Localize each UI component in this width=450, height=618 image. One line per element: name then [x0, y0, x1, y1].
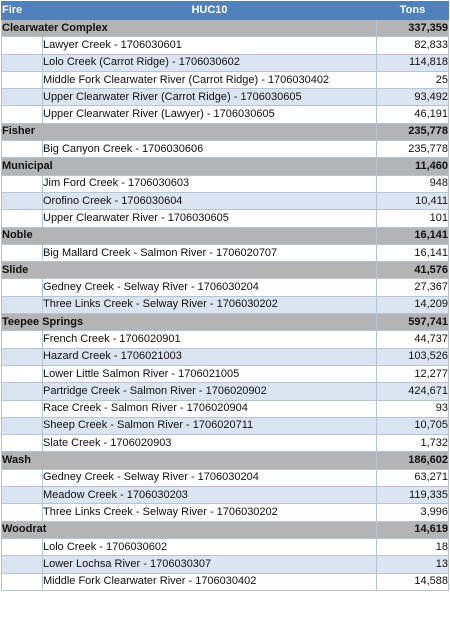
fire-cell-empty: [2, 383, 43, 400]
huc10-row: [2, 141, 449, 158]
huc10-name: Upper Clearwater River - 1706030605: [43, 210, 377, 227]
huc10-name: Gedney Creek - Selway River - 1706030204: [43, 279, 377, 296]
header-fire: Fire: [2, 2, 43, 20]
huc10-row: [2, 538, 449, 555]
huc10-row: [2, 296, 449, 313]
huc10-name: Middle Fork Clearwater River (Carrot Ridge) - 1706030402: [43, 71, 377, 88]
huc10-row: [2, 279, 449, 296]
huc10-row: [2, 210, 449, 227]
huc10-tons: 63,271: [377, 469, 449, 486]
fire-cell-empty: [2, 244, 43, 261]
fire-total-tons: 16,141: [377, 227, 449, 244]
huc10-tons: 235,778: [377, 141, 449, 158]
huc10-tons: 46,191: [377, 106, 449, 123]
fire-cell-empty: [2, 89, 43, 106]
huc10-tons: 12,277: [377, 365, 449, 382]
huc10-name: Three Links Creek - Selway River - 1706030202: [43, 296, 377, 313]
fire-cell-empty: [2, 141, 43, 158]
huc10-name: Lower Lochsa River - 1706030307: [43, 556, 377, 573]
huc10-tons: 3,996: [377, 504, 449, 521]
fire-group-row: [2, 521, 449, 538]
huc10-tons: 114,818: [377, 54, 449, 71]
huc10-tons: 948: [377, 175, 449, 192]
huc10-name: Partridge Creek - Salmon River - 1706020902: [43, 383, 377, 400]
fire-group-row: [2, 314, 449, 331]
fire-group-row: [2, 452, 449, 469]
huc10-row: [2, 556, 449, 573]
huc10-name: French Creek - 1706020901: [43, 331, 377, 348]
fire-cell-empty: [2, 37, 43, 54]
fire-total-tons: 186,602: [377, 452, 449, 469]
fire-name: Fisher: [2, 123, 377, 140]
huc10-row: [2, 244, 449, 261]
fire-name: Municipal: [2, 158, 377, 175]
huc10-tons: 93,492: [377, 89, 449, 106]
huc10-tons: 27,367: [377, 279, 449, 296]
huc10-tons: 101: [377, 210, 449, 227]
fire-cell-empty: [2, 54, 43, 71]
huc10-tons: 44,737: [377, 331, 449, 348]
fire-name: Woodrat: [2, 521, 377, 538]
table-body: [2, 20, 449, 591]
huc10-name: Jim Ford Creek - 1706030603: [43, 175, 377, 192]
fire-group-row: [2, 123, 449, 140]
huc10-name: Meadow Creek - 1706030203: [43, 487, 377, 504]
huc10-row: [2, 400, 449, 417]
huc10-tons: 82,833: [377, 37, 449, 54]
huc10-name: Big Mallard Creek - Salmon River - 1706020707: [43, 244, 377, 261]
huc10-row: [2, 37, 449, 54]
fire-name: Noble: [2, 227, 377, 244]
fire-cell-empty: [2, 296, 43, 313]
huc10-tons: 10,705: [377, 417, 449, 434]
fire-total-tons: 597,741: [377, 314, 449, 331]
fire-cell-empty: [2, 469, 43, 486]
huc10-name: Lawyer Creek - 1706030601: [43, 37, 377, 54]
fire-name: Clearwater Complex: [2, 20, 377, 37]
fire-cell-empty: [2, 504, 43, 521]
fire-cell-empty: [2, 365, 43, 382]
header-tons: Tons: [377, 2, 449, 20]
fire-cell-empty: [2, 331, 43, 348]
huc10-name: Slate Creek - 1706020903: [43, 435, 377, 452]
huc10-row: [2, 504, 449, 521]
sediment-table: [1, 1, 449, 591]
huc10-tons: 25: [377, 71, 449, 88]
huc10-row: [2, 175, 449, 192]
fire-cell-empty: [2, 279, 43, 296]
huc10-tons: 10,411: [377, 192, 449, 209]
fire-cell-empty: [2, 175, 43, 192]
huc10-tons: 1,732: [377, 435, 449, 452]
huc10-row: [2, 487, 449, 504]
fire-cell-empty: [2, 192, 43, 209]
header-row: [2, 2, 449, 20]
huc10-row: [2, 417, 449, 434]
huc10-name: Lolo Creek - 1706030602: [43, 538, 377, 555]
huc10-name: Hazard Creek - 1706021003: [43, 348, 377, 365]
huc10-tons: 119,335: [377, 487, 449, 504]
huc10-tons: 424,671: [377, 383, 449, 400]
fire-cell-empty: [2, 556, 43, 573]
huc10-name: Big Canyon Creek - 1706030606: [43, 141, 377, 158]
fire-total-tons: 235,778: [377, 123, 449, 140]
header-huc10: HUC10: [43, 2, 377, 20]
fire-cell-empty: [2, 417, 43, 434]
huc10-name: Three Links Creek - Selway River - 1706030202: [43, 504, 377, 521]
huc10-row: [2, 469, 449, 486]
fire-group-row: [2, 158, 449, 175]
fire-total-tons: 41,576: [377, 262, 449, 279]
huc10-tons: 14,588: [377, 573, 449, 590]
huc10-tons: 18: [377, 538, 449, 555]
huc10-tons: 14,209: [377, 296, 449, 313]
huc10-name: Middle Fork Clearwater River - 1706030402: [43, 573, 377, 590]
huc10-name: Upper Clearwater River (Carrot Ridge) - 1706030605: [43, 89, 377, 106]
fire-name: Slide: [2, 262, 377, 279]
huc10-row: [2, 573, 449, 590]
huc10-row: [2, 383, 449, 400]
fire-cell-empty: [2, 106, 43, 123]
fire-group-row: [2, 262, 449, 279]
fire-cell-empty: [2, 348, 43, 365]
huc10-row: [2, 89, 449, 106]
huc10-row: [2, 331, 449, 348]
fire-cell-empty: [2, 538, 43, 555]
fire-cell-empty: [2, 210, 43, 227]
huc10-tons: 103,526: [377, 348, 449, 365]
fire-cell-empty: [2, 71, 43, 88]
fire-total-tons: 11,460: [377, 158, 449, 175]
fire-cell-empty: [2, 573, 43, 590]
fire-cell-empty: [2, 487, 43, 504]
huc10-name: Lolo Creek (Carrot Ridge) - 1706030602: [43, 54, 377, 71]
huc10-name: Race Creek - Salmon River - 1706020904: [43, 400, 377, 417]
huc10-name: Upper Clearwater River (Lawyer) - 1706030605: [43, 106, 377, 123]
huc10-tons: 93: [377, 400, 449, 417]
fire-group-row: [2, 227, 449, 244]
huc10-name: Lower Little Salmon River - 1706021005: [43, 365, 377, 382]
huc10-tons: 16,141: [377, 244, 449, 261]
fire-name: Teepee Springs: [2, 314, 377, 331]
fire-cell-empty: [2, 400, 43, 417]
huc10-row: [2, 365, 449, 382]
huc10-tons: 13: [377, 556, 449, 573]
huc10-row: [2, 106, 449, 123]
fire-name: Wash: [2, 452, 377, 469]
fire-group-row: [2, 20, 449, 37]
fire-total-tons: 337,359: [377, 20, 449, 37]
fire-total-tons: 14,619: [377, 521, 449, 538]
huc10-row: [2, 348, 449, 365]
huc10-name: Sheep Creek - Salmon River - 1706020711: [43, 417, 377, 434]
huc10-row: [2, 192, 449, 209]
huc10-row: [2, 54, 449, 71]
huc10-name: Gedney Creek - Selway River - 1706030204: [43, 469, 377, 486]
huc10-row: [2, 71, 449, 88]
huc10-row: [2, 435, 449, 452]
fire-cell-empty: [2, 435, 43, 452]
huc10-name: Orofino Creek - 1706030604: [43, 192, 377, 209]
